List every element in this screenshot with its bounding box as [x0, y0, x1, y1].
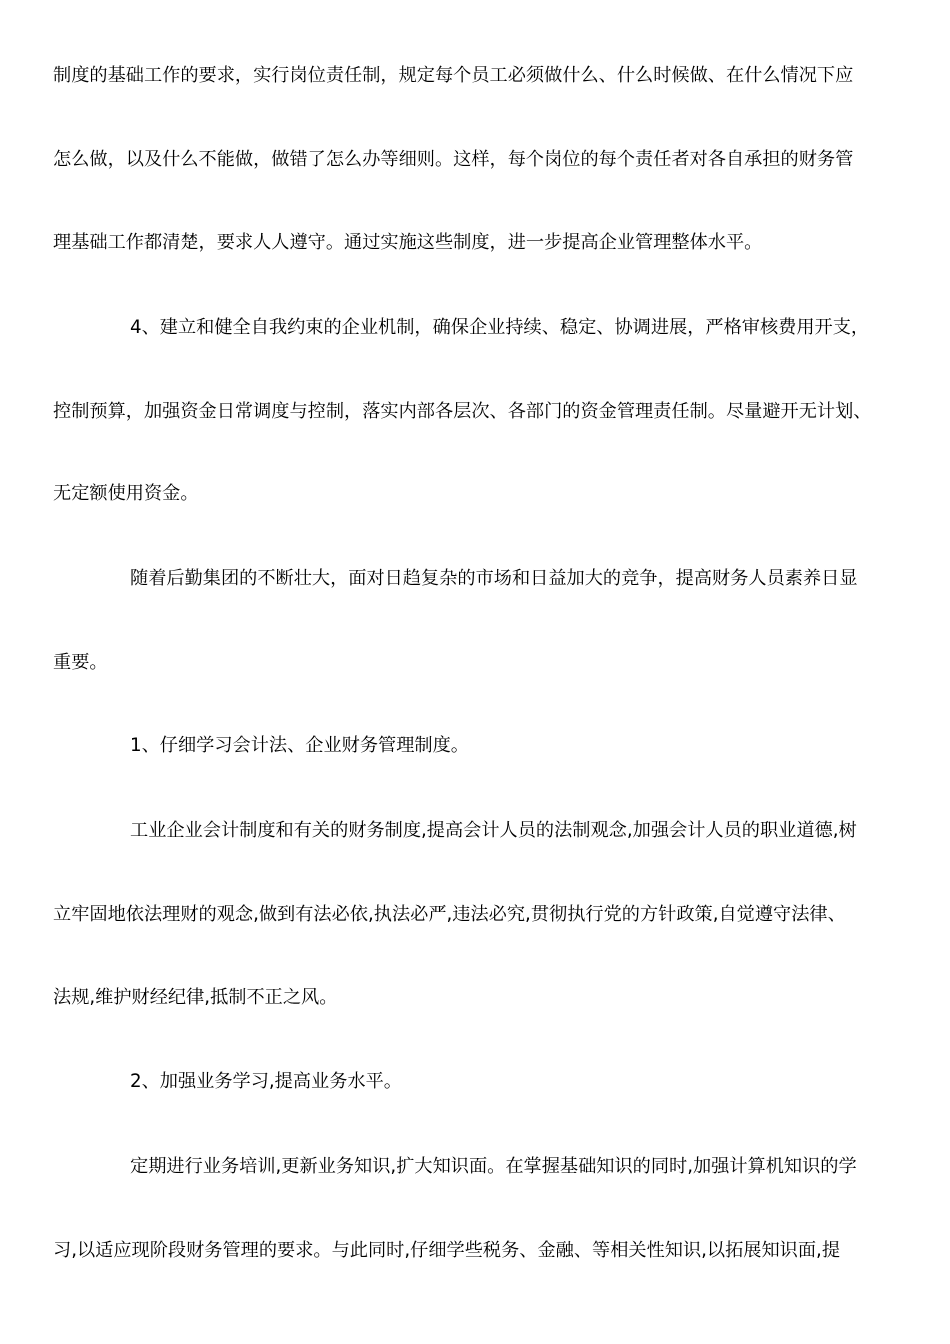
paragraph-first-line: 定期进行业务培训,更新业务知识,扩大知识面。在掌握基础知识的同时,加强计算机知识的学 — [130, 1156, 857, 1177]
paragraph-first-line: 4、建立和健全自我约束的企业机制，确保企业持续、稳定、协调进展，严格审核费用开支， — [130, 317, 870, 338]
section-heading: 1、仔细学习会计法、企业财务管理制度。 — [130, 735, 469, 756]
paragraph-first-line: 工业企业会计制度和有关的财务制度,提高会计人员的法制观念,加强会计人员的职业道德,树 — [130, 820, 857, 841]
text-line: 无定额使用资金。 — [53, 483, 199, 504]
text-line: 重要。 — [53, 652, 108, 673]
text-line: 习,以适应现阶段财务管理的要求。与此同时,仔细学些税务、金融、等相关性知识,以拓展知识面,提 — [53, 1240, 841, 1261]
text-line: 制度的基础工作的要求，实行岗位责任制，规定每个员工必须做什么、什么时候做、在什么情况下应 — [53, 65, 854, 86]
text-line: 理基础工作都清楚，要求人人遵守。通过实施这些制度，进一步提高企业管理整体水平。 — [53, 232, 763, 253]
section-heading: 2、加强业务学习,提高业务水平。 — [130, 1071, 402, 1092]
text-line: 控制预算，加强资金日常调度与控制，落实内部各层次、各部门的资金管理责任制。尽量避开无计划、 — [53, 401, 872, 422]
text-line: 立牢固地依法理财的观念,做到有法必依,执法必严,违法必究,贯彻执行党的方针政策,自觉遵守法律、 — [53, 904, 846, 925]
text-line: 法规,维护财经纪律,抵制不正之风。 — [53, 987, 338, 1008]
text-line: 怎么做，以及什么不能做，做错了怎么办等细则。这样，每个岗位的每个责任者对各自承担的财务管 — [53, 149, 854, 170]
paragraph-first-line: 随着后勤集团的不断壮大，面对日趋复杂的市场和日益加大的竞争，提高财务人员素养日显 — [130, 568, 858, 589]
